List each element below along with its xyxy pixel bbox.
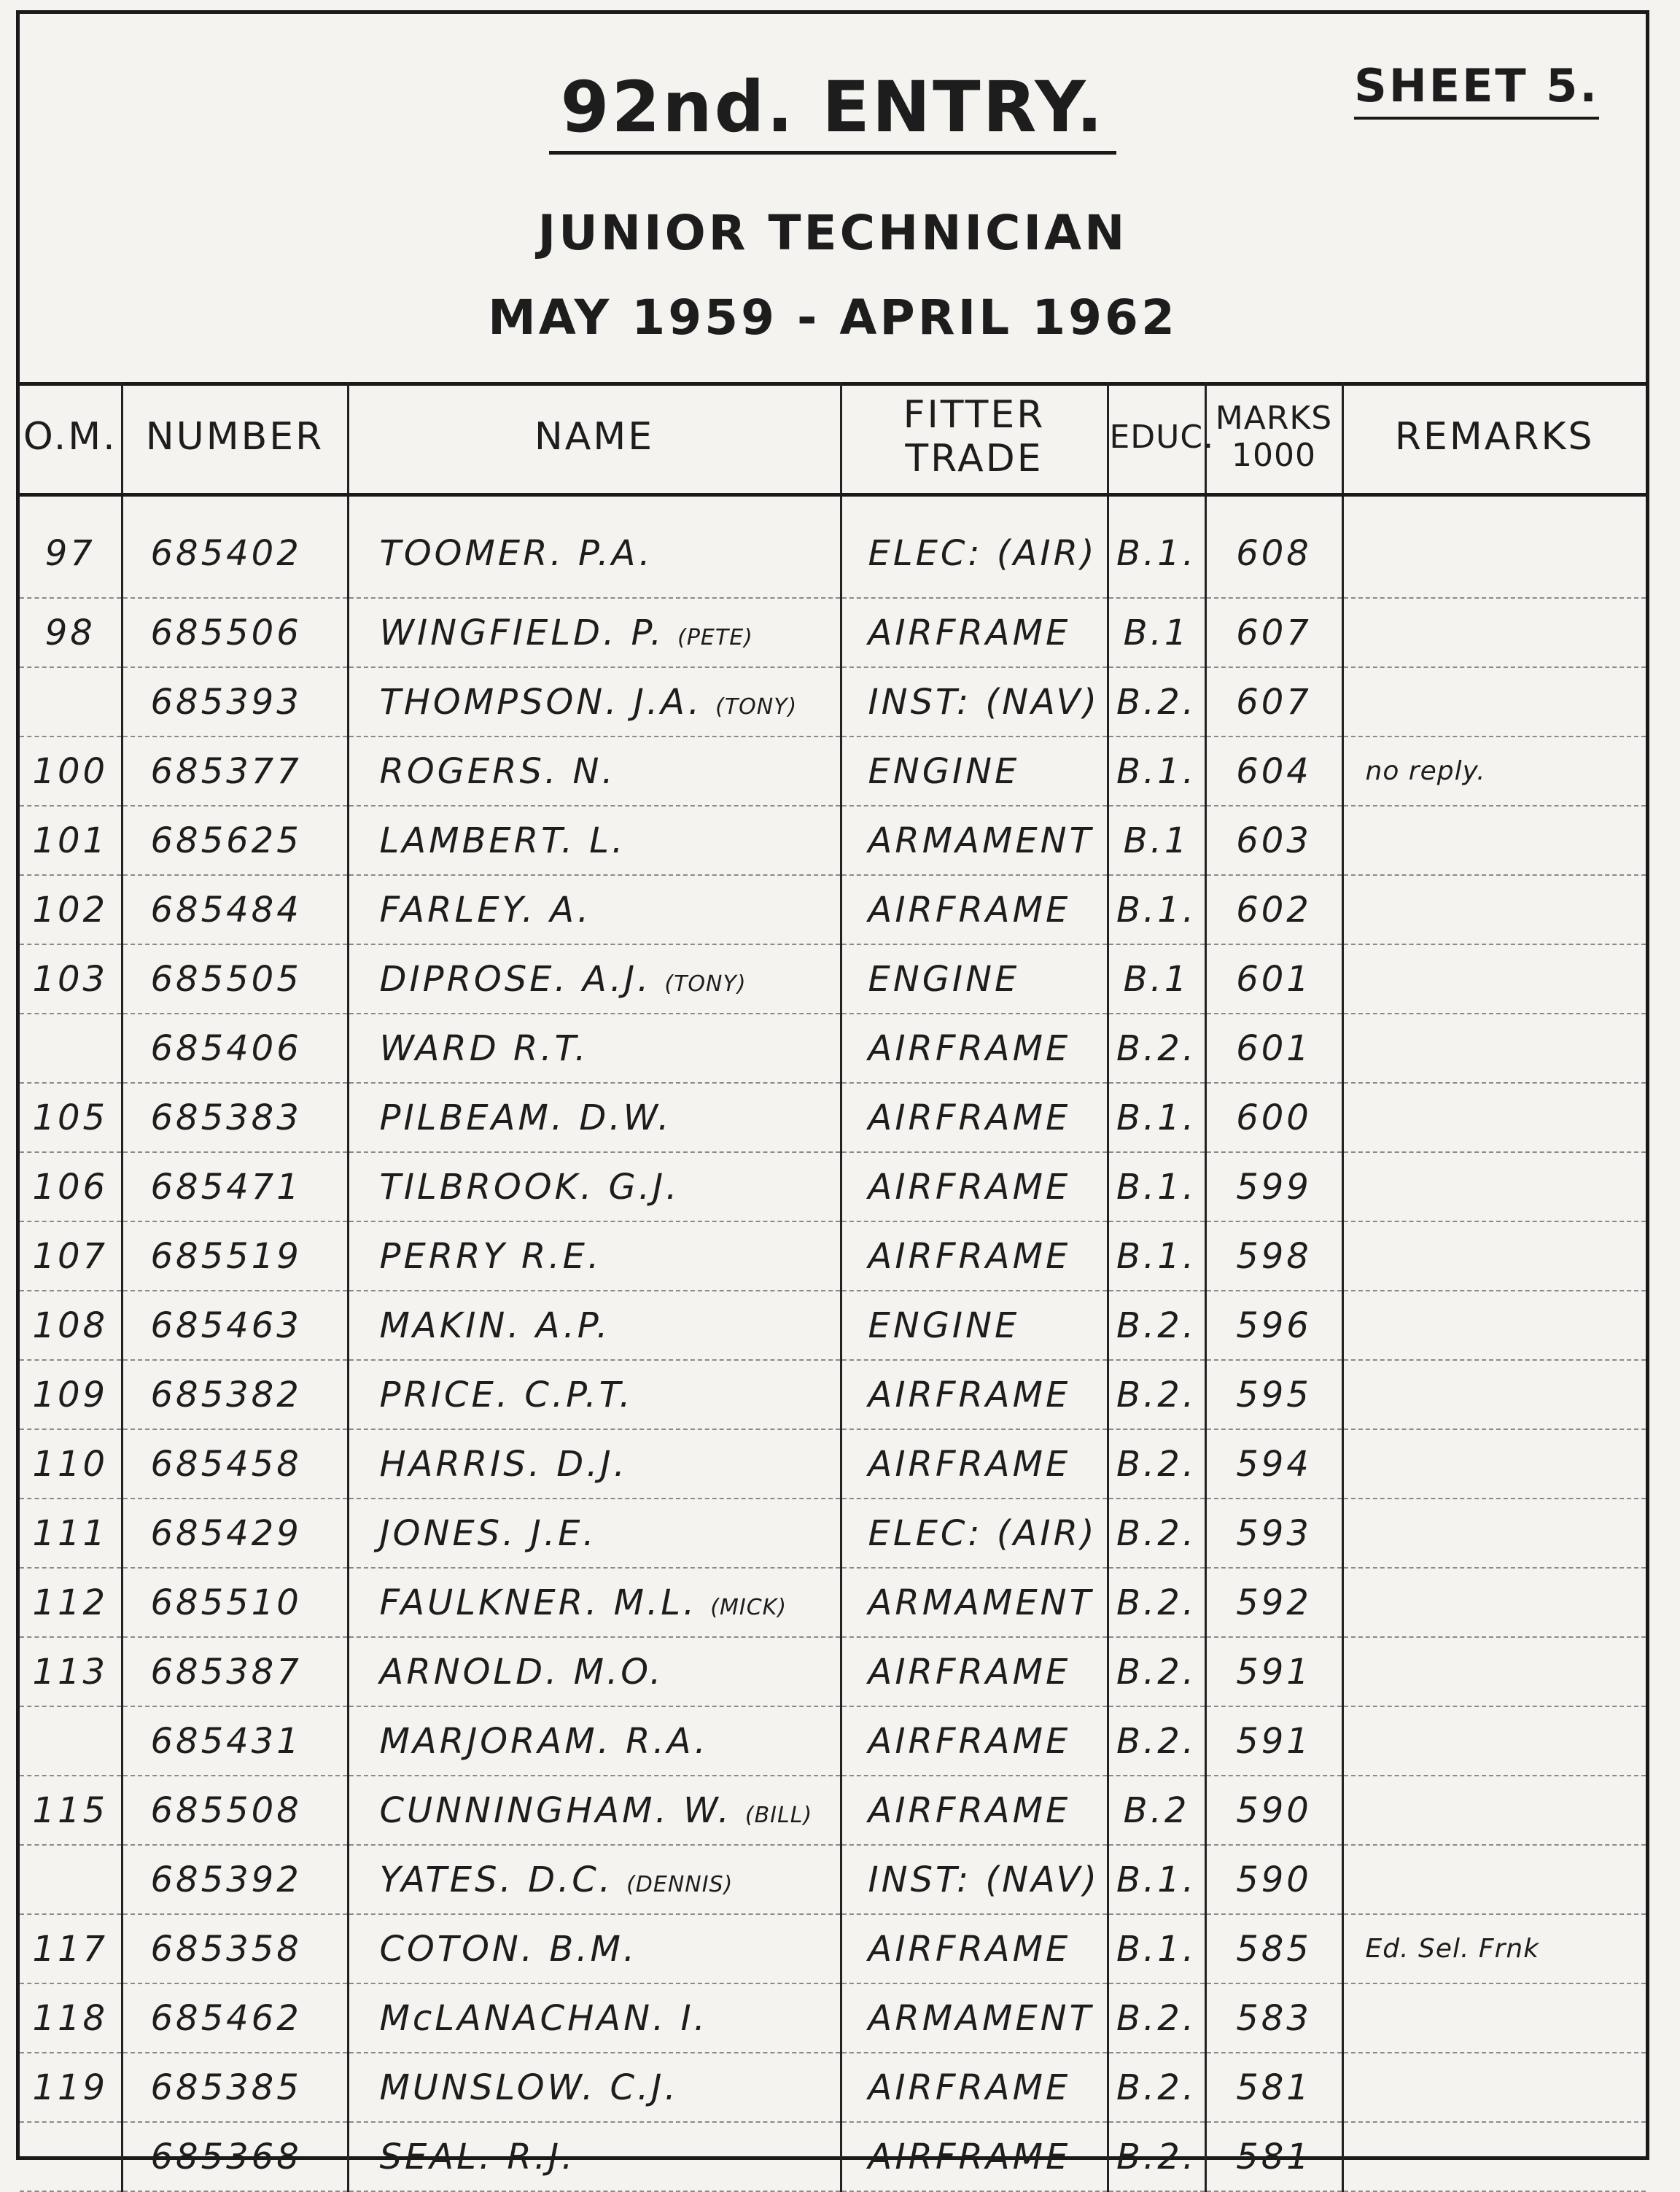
cell-om bbox=[20, 1706, 122, 1776]
name-text: MAKIN. A.P. bbox=[379, 1305, 611, 1346]
cell-educ: B.2. bbox=[1108, 1706, 1205, 1776]
cell-om: 107 bbox=[20, 1221, 122, 1291]
cell-number: 685463 bbox=[122, 1291, 348, 1360]
cell-name bbox=[348, 1845, 841, 1914]
table-row bbox=[20, 1637, 1646, 1706]
cell-marks: 604 bbox=[1205, 737, 1342, 806]
cell-number: 685406 bbox=[122, 1014, 348, 1083]
cell-marks: 600 bbox=[1205, 1083, 1342, 1152]
name-text: SEAL. R.J. bbox=[379, 2136, 576, 2177]
cell-marks: 607 bbox=[1205, 667, 1342, 737]
name-text: JONES. J.E. bbox=[379, 1512, 597, 1554]
table-row bbox=[20, 1014, 1646, 1083]
name-text: FARLEY. A. bbox=[379, 889, 592, 930]
cell-number: 685382 bbox=[122, 1360, 348, 1429]
name-text: MUNSLOW. C.J. bbox=[379, 2067, 679, 2108]
cell-number: 685508 bbox=[122, 1776, 348, 1845]
cell-marks: 598 bbox=[1205, 1221, 1342, 1291]
cell-number: 685471 bbox=[122, 1152, 348, 1221]
table-row bbox=[20, 1914, 1646, 1983]
col-header-om: O.M. bbox=[20, 382, 122, 495]
cell-number: 685368 bbox=[122, 2122, 348, 2191]
cell-remarks bbox=[1342, 1152, 1646, 1221]
table-row bbox=[20, 1776, 1646, 1845]
cell-name bbox=[348, 1152, 841, 1221]
cell-marks: 585 bbox=[1205, 1914, 1342, 1983]
cell-remarks bbox=[1342, 1291, 1646, 1360]
cell-remarks: Ed. Sel. Frnk bbox=[1342, 1914, 1646, 1983]
table-row bbox=[20, 1291, 1646, 1360]
cell-trade: AIRFRAME bbox=[841, 1360, 1108, 1429]
col-header-educ: EDUC. bbox=[1108, 382, 1205, 495]
cell-name bbox=[348, 1499, 841, 1568]
cell-trade: INST: (NAV) bbox=[841, 667, 1108, 737]
cell-om: 102 bbox=[20, 875, 122, 944]
cell-trade: ENGINE bbox=[841, 944, 1108, 1014]
cell-educ: B.1. bbox=[1108, 875, 1205, 944]
cell-number: 685484 bbox=[122, 875, 348, 944]
cell-name bbox=[348, 1014, 841, 1083]
cell-name bbox=[348, 667, 841, 737]
cell-trade: AIRFRAME bbox=[841, 1083, 1108, 1152]
cell-educ: B.1 bbox=[1108, 944, 1205, 1014]
cell-remarks bbox=[1342, 1429, 1646, 1499]
cell-trade: ARMAMENT bbox=[841, 1568, 1108, 1637]
cell-number: 685383 bbox=[122, 1083, 348, 1152]
nickname-annotation: (TONY) bbox=[715, 693, 798, 720]
cell-om: 118 bbox=[20, 1983, 122, 2053]
col-header-remarks: REMARKS bbox=[1342, 382, 1646, 495]
table-row bbox=[20, 737, 1646, 806]
cell-marks: 603 bbox=[1205, 806, 1342, 875]
roll-sheet bbox=[16, 10, 1649, 2177]
cell-om: 115 bbox=[20, 1776, 122, 1845]
table-row bbox=[20, 1360, 1646, 1429]
cell-trade: AIRFRAME bbox=[841, 1637, 1108, 1706]
cell-educ: B.2. bbox=[1108, 1983, 1205, 2053]
name-text: MARJORAM. R.A. bbox=[379, 1720, 709, 1762]
cell-remarks bbox=[1342, 1568, 1646, 1637]
name-text: COTON. B.M. bbox=[379, 1928, 638, 1970]
cell-number: 685505 bbox=[122, 944, 348, 1014]
cell-educ: B.1. bbox=[1108, 737, 1205, 806]
name-text: CUNNINGHAM. W. bbox=[379, 1789, 732, 1831]
cell-om: 112 bbox=[20, 1568, 122, 1637]
cell-name bbox=[348, 1776, 841, 1845]
cell-educ: B.2. bbox=[1108, 1499, 1205, 1568]
cell-number: 685510 bbox=[122, 1568, 348, 1637]
cell-number: 685393 bbox=[122, 667, 348, 737]
cell-name bbox=[348, 1914, 841, 1983]
col-header-marks: MARKS 1000 bbox=[1205, 382, 1342, 495]
cell-number: 685519 bbox=[122, 1221, 348, 1291]
cell-marks: 591 bbox=[1205, 1706, 1342, 1776]
cell-remarks bbox=[1342, 2053, 1646, 2122]
col-header-number: NUMBER bbox=[122, 382, 348, 495]
cell-om: 113 bbox=[20, 1637, 122, 1706]
name-text: TILBROOK. G.J. bbox=[379, 1166, 680, 1208]
cell-om: 111 bbox=[20, 1499, 122, 1568]
cell-educ: B.1. bbox=[1108, 1221, 1205, 1291]
name-text: PERRY R.E. bbox=[379, 1235, 602, 1277]
cell-om: 101 bbox=[20, 806, 122, 875]
cell-educ: B.2. bbox=[1108, 1637, 1205, 1706]
cell-marks: 590 bbox=[1205, 1845, 1342, 1914]
name-text: ROGERS. N. bbox=[379, 750, 616, 792]
cell-marks: 592 bbox=[1205, 1568, 1342, 1637]
table-row bbox=[20, 495, 1646, 599]
cell-marks: 608 bbox=[1205, 495, 1342, 599]
name-text: LAMBERT. L. bbox=[379, 820, 626, 861]
table-row bbox=[20, 1845, 1646, 1914]
cell-name bbox=[348, 875, 841, 944]
cell-om: 100 bbox=[20, 737, 122, 806]
cell-educ: B.2. bbox=[1108, 1360, 1205, 1429]
cell-number: 685625 bbox=[122, 806, 348, 875]
cell-name bbox=[348, 2053, 841, 2122]
table-row bbox=[20, 1983, 1646, 2053]
cell-remarks bbox=[1342, 875, 1646, 944]
cell-name bbox=[348, 1637, 841, 1706]
table-row bbox=[20, 1429, 1646, 1499]
cell-name bbox=[348, 1291, 841, 1360]
col-header-name: NAME bbox=[348, 382, 841, 495]
table-row bbox=[20, 944, 1646, 1014]
table-row bbox=[20, 667, 1646, 737]
nickname-annotation: (TONY) bbox=[664, 971, 747, 997]
name-text: PILBEAM. D.W. bbox=[379, 1097, 672, 1138]
cell-number: 685462 bbox=[122, 1983, 348, 2053]
cell-trade: AIRFRAME bbox=[841, 1014, 1108, 1083]
cell-om bbox=[20, 1014, 122, 1083]
cell-marks: 599 bbox=[1205, 1152, 1342, 1221]
cell-marks: 583 bbox=[1205, 1983, 1342, 2053]
cell-marks: 595 bbox=[1205, 1360, 1342, 1429]
cell-educ: B.2 bbox=[1108, 1776, 1205, 1845]
table-row bbox=[20, 598, 1646, 667]
cell-number: 685385 bbox=[122, 2053, 348, 2122]
nickname-annotation: (DENNIS) bbox=[626, 1871, 734, 1897]
cell-om: 117 bbox=[20, 1914, 122, 1983]
course-subtitle: JUNIOR TECHNICIAN bbox=[537, 205, 1128, 261]
cell-remarks bbox=[1342, 598, 1646, 667]
table-row bbox=[20, 875, 1646, 944]
cell-remarks bbox=[1342, 1221, 1646, 1291]
sheet-header bbox=[20, 14, 1646, 386]
cell-trade: ENGINE bbox=[841, 1291, 1108, 1360]
name-text: DIPROSE. A.J. bbox=[379, 958, 652, 1000]
page-title: 92nd. ENTRY. bbox=[20, 66, 1646, 155]
cell-educ: B.2. bbox=[1108, 1568, 1205, 1637]
cell-trade: AIRFRAME bbox=[841, 1776, 1108, 1845]
table-row bbox=[20, 1568, 1646, 1637]
cell-number: 685506 bbox=[122, 598, 348, 667]
cell-educ: B.1. bbox=[1108, 1152, 1205, 1221]
cell-educ: B.1. bbox=[1108, 1914, 1205, 1983]
cell-educ: B.2. bbox=[1108, 2053, 1205, 2122]
cell-name bbox=[348, 1568, 841, 1637]
cell-name bbox=[348, 1706, 841, 1776]
cell-educ: B.2. bbox=[1108, 1291, 1205, 1360]
cell-trade: INST: (NAV) bbox=[841, 1845, 1108, 1914]
cell-trade: AIRFRAME bbox=[841, 598, 1108, 667]
name-text: TOOMER. P.A. bbox=[379, 533, 653, 574]
cell-marks: 591 bbox=[1205, 1637, 1342, 1706]
cell-name bbox=[348, 806, 841, 875]
name-text: WARD R.T. bbox=[379, 1027, 589, 1069]
cell-om: 98 bbox=[20, 598, 122, 667]
cell-remarks bbox=[1342, 944, 1646, 1014]
cell-trade: ELEC: (AIR) bbox=[841, 1499, 1108, 1568]
course-dates: MAY 1959 - APRIL 1962 bbox=[488, 289, 1178, 346]
cell-marks: 601 bbox=[1205, 1014, 1342, 1083]
cell-name bbox=[348, 1083, 841, 1152]
table-body bbox=[20, 495, 1646, 2192]
cell-marks: 607 bbox=[1205, 598, 1342, 667]
cell-educ: B.1 bbox=[1108, 806, 1205, 875]
name-text: FAULKNER. M.L. bbox=[379, 1582, 698, 1623]
name-text: McLANACHAN. I. bbox=[379, 1997, 708, 2039]
cell-trade: ARMAMENT bbox=[841, 1983, 1108, 2053]
table-row bbox=[20, 1221, 1646, 1291]
cell-name bbox=[348, 495, 841, 599]
cell-remarks bbox=[1342, 1706, 1646, 1776]
name-text: PRICE. C.P.T. bbox=[379, 1374, 634, 1415]
table-row bbox=[20, 2053, 1646, 2122]
cell-remarks bbox=[1342, 1014, 1646, 1083]
col-header-trade: FITTER TRADE bbox=[841, 382, 1108, 495]
nickname-annotation: (MICK) bbox=[710, 1594, 788, 1620]
nickname-annotation: (PETE) bbox=[677, 624, 753, 650]
cell-name bbox=[348, 944, 841, 1014]
name-text: ARNOLD. M.O. bbox=[379, 1651, 664, 1692]
results-table bbox=[20, 382, 1646, 2192]
cell-om: 108 bbox=[20, 1291, 122, 1360]
cell-number: 685377 bbox=[122, 737, 348, 806]
cell-name bbox=[348, 1360, 841, 1429]
cell-om: 105 bbox=[20, 1083, 122, 1152]
cell-educ: B.2. bbox=[1108, 1429, 1205, 1499]
cell-remarks bbox=[1342, 495, 1646, 599]
cell-remarks bbox=[1342, 1083, 1646, 1152]
cell-marks: 590 bbox=[1205, 1776, 1342, 1845]
cell-trade: AIRFRAME bbox=[841, 2122, 1108, 2191]
cell-educ: B.2. bbox=[1108, 1014, 1205, 1083]
cell-om bbox=[20, 1845, 122, 1914]
cell-name bbox=[348, 1429, 841, 1499]
table-row bbox=[20, 1083, 1646, 1152]
cell-remarks bbox=[1342, 1360, 1646, 1429]
cell-number: 685387 bbox=[122, 1637, 348, 1706]
cell-number: 685458 bbox=[122, 1429, 348, 1499]
table-row bbox=[20, 806, 1646, 875]
table-header-row bbox=[20, 382, 1646, 495]
cell-trade: AIRFRAME bbox=[841, 1706, 1108, 1776]
cell-trade: AIRFRAME bbox=[841, 2053, 1108, 2122]
cell-number: 685429 bbox=[122, 1499, 348, 1568]
nickname-annotation: (BILL) bbox=[744, 1802, 813, 1828]
name-text: THOMPSON. J.A. bbox=[379, 681, 703, 723]
cell-number: 685392 bbox=[122, 1845, 348, 1914]
cell-om: 106 bbox=[20, 1152, 122, 1221]
cell-marks: 602 bbox=[1205, 875, 1342, 944]
cell-name bbox=[348, 1983, 841, 2053]
cell-trade: AIRFRAME bbox=[841, 875, 1108, 944]
cell-remarks bbox=[1342, 1776, 1646, 1845]
cell-trade: ARMAMENT bbox=[841, 806, 1108, 875]
cell-trade: AIRFRAME bbox=[841, 1914, 1108, 1983]
cell-name bbox=[348, 1221, 841, 1291]
cell-number: 685358 bbox=[122, 1914, 348, 1983]
name-text: WINGFIELD. P. bbox=[379, 612, 665, 653]
cell-name bbox=[348, 737, 841, 806]
cell-educ: B.2. bbox=[1108, 2122, 1205, 2191]
cell-educ: B.1. bbox=[1108, 1845, 1205, 1914]
cell-remarks bbox=[1342, 667, 1646, 737]
cell-name bbox=[348, 598, 841, 667]
cell-remarks bbox=[1342, 1845, 1646, 1914]
cell-trade: AIRFRAME bbox=[841, 1152, 1108, 1221]
cell-om: 97 bbox=[20, 495, 122, 599]
cell-number: 685402 bbox=[122, 495, 348, 599]
name-text: HARRIS. D.J. bbox=[379, 1443, 628, 1485]
cell-educ: B.2. bbox=[1108, 667, 1205, 737]
cell-marks: 596 bbox=[1205, 1291, 1342, 1360]
cell-om bbox=[20, 667, 122, 737]
cell-trade: AIRFRAME bbox=[841, 1429, 1108, 1499]
cell-remarks: no reply. bbox=[1342, 737, 1646, 806]
cell-om: 119 bbox=[20, 2053, 122, 2122]
cell-remarks bbox=[1342, 1499, 1646, 1568]
cell-om: 103 bbox=[20, 944, 122, 1014]
cell-remarks bbox=[1342, 806, 1646, 875]
cell-om: 110 bbox=[20, 1429, 122, 1499]
cell-trade: ENGINE bbox=[841, 737, 1108, 806]
cell-trade: ELEC: (AIR) bbox=[841, 495, 1108, 599]
cell-marks: 593 bbox=[1205, 1499, 1342, 1568]
cell-educ: B.1 bbox=[1108, 598, 1205, 667]
table-row bbox=[20, 1152, 1646, 1221]
cell-remarks bbox=[1342, 1637, 1646, 1706]
table-row bbox=[20, 1499, 1646, 1568]
cell-marks: 581 bbox=[1205, 2053, 1342, 2122]
cell-marks: 581 bbox=[1205, 2122, 1342, 2191]
cell-number: 685431 bbox=[122, 1706, 348, 1776]
cell-marks: 594 bbox=[1205, 1429, 1342, 1499]
cell-remarks bbox=[1342, 1983, 1646, 2053]
cell-marks: 601 bbox=[1205, 944, 1342, 1014]
cell-trade: AIRFRAME bbox=[841, 1221, 1108, 1291]
table-row bbox=[20, 1706, 1646, 1776]
sheet-number: SHEET 5. bbox=[1354, 59, 1599, 120]
cell-educ: B.1. bbox=[1108, 495, 1205, 599]
cell-om: 109 bbox=[20, 1360, 122, 1429]
cell-educ: B.1. bbox=[1108, 1083, 1205, 1152]
name-text: YATES. D.C. bbox=[379, 1859, 614, 1900]
